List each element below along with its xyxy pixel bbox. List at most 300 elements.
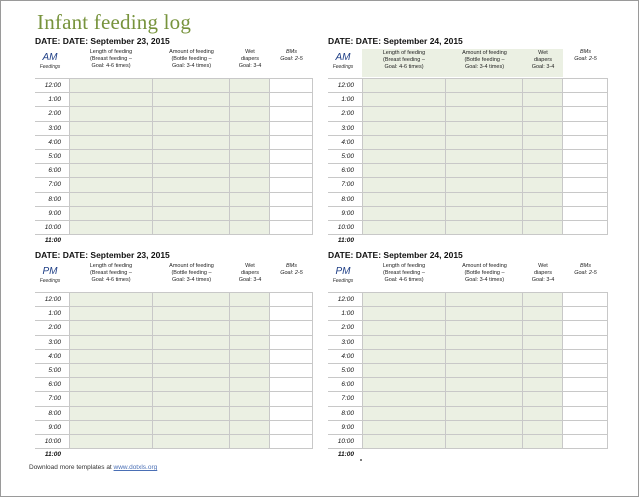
entry-cell-breast[interactable] [69,307,153,320]
column-header-line: diapers [240,56,260,62]
entry-cell-breast[interactable] [362,421,446,434]
time-grid [35,78,313,234]
entry-cell-bms[interactable] [270,122,313,135]
time-row [35,193,313,207]
entry-cell-bms[interactable] [563,122,608,135]
entry-cell-bms[interactable] [270,79,313,92]
log-panel-4 [328,250,608,465]
column-header-bms [270,263,313,277]
time-row [328,93,608,107]
entry-cell-bottle[interactable] [446,364,523,377]
time-row [35,293,313,307]
period-sub: Feedings [39,278,61,284]
entry-cell-wet[interactable] [523,93,563,106]
entry-cell-wet[interactable] [523,350,563,363]
entry-cell-breast[interactable] [362,207,446,220]
time-label: 6:00 [48,381,61,389]
column-header-line: Goal: 2-5 [574,270,597,276]
entry-cell-breast[interactable] [362,407,446,420]
entry-cell-wet[interactable] [230,207,270,220]
entry-cell-wet[interactable] [523,221,563,234]
period-label [328,266,358,285]
entry-cell-breast[interactable] [69,164,153,177]
entry-cell-bottle[interactable] [446,122,523,135]
entry-cell-breast[interactable] [69,122,153,135]
entry-cell-wet[interactable] [230,150,270,163]
time-label: 12:00 [44,296,61,303]
time-label: 10:00 [44,224,61,231]
entry-cell-breast[interactable] [69,392,153,405]
time-row [35,164,313,178]
column-header-line: Goal: 3-4 [531,64,555,70]
entry-cell-wet[interactable] [523,378,563,391]
time-label: 3:00 [48,124,61,132]
entry-cell-bottle[interactable] [446,307,523,320]
entry-cell-wet[interactable] [523,207,563,220]
column-header-line: Goal: 3-4 times) [464,277,505,283]
entry-cell-wet[interactable] [523,421,563,434]
time-row [35,435,313,449]
entry-cell-wet[interactable] [230,350,270,363]
entry-cell-wet[interactable] [523,392,563,405]
entry-cell-wet[interactable] [230,421,270,434]
entry-cell-bms[interactable] [563,392,608,405]
column-header-line: diapers [533,57,553,63]
entry-cell-bottle[interactable] [153,392,230,405]
column-header-line: Length of feeding [89,263,133,269]
column-header-wet [230,263,270,284]
time-grid [328,78,608,234]
time-label: 12:00 [337,296,354,303]
entry-cell-bottle[interactable] [446,221,523,234]
entry-cell-wet[interactable] [523,136,563,149]
entry-cell-bottle[interactable] [153,421,230,434]
time-label: 2:00 [341,324,354,332]
entry-cell-breast[interactable] [69,364,153,377]
column-header-line: Goal: 4-6 times) [384,64,424,70]
entry-cell-bottle[interactable] [446,350,523,363]
time-label-last: 11:00 [337,451,354,459]
column-header-line: diapers [240,270,260,276]
time-label: 2:00 [48,324,61,332]
time-row [35,150,313,164]
entry-cell-bms[interactable] [563,364,608,377]
entry-cell-bms[interactable] [270,336,313,349]
entry-cell-breast[interactable] [362,93,446,106]
entry-cell-bottle[interactable] [446,336,523,349]
column-header-line: Goal: 3-4 times) [464,64,505,70]
entry-cell-bottle[interactable] [153,207,230,220]
entry-cell-bottle[interactable] [153,164,230,177]
time-label: 6:00 [341,167,354,175]
entry-cell-bottle[interactable] [446,435,523,448]
entry-cell-bms[interactable] [563,107,608,120]
column-header-line: Amount of feeding [169,49,214,55]
time-row [35,378,313,392]
column-header-line: Length of feeding [382,263,426,269]
time-label-last: 11:00 [44,237,61,245]
column-header-line: Wet [245,263,255,269]
column-header-line: (Breast feeding – [90,270,132,276]
entry-cell-bms[interactable] [563,207,608,220]
entry-cell-wet[interactable] [523,79,563,92]
time-label: 3:00 [341,338,354,346]
time-label: 8:00 [48,409,61,417]
column-header-line: Goal: 3-4 times) [171,277,212,283]
entry-cell-bms[interactable] [270,307,313,320]
entry-cell-breast[interactable] [362,122,446,135]
entry-cell-breast[interactable] [362,307,446,320]
time-row [35,207,313,221]
time-label: 6:00 [341,381,354,389]
time-row [328,122,608,136]
column-header-wet [523,263,563,284]
entry-cell-breast[interactable] [362,193,446,206]
time-label: 1:00 [48,96,61,104]
entry-cell-wet[interactable] [523,150,563,163]
entry-cell-breast[interactable] [69,221,153,234]
time-label: 3:00 [48,338,61,346]
time-label: 12:00 [337,82,354,89]
entry-cell-bms[interactable] [270,164,313,177]
column-header-line: Wet [538,263,548,269]
time-label: 9:00 [341,423,354,431]
entry-cell-wet[interactable] [523,107,563,120]
time-label-last: 11:00 [44,451,61,459]
entry-cell-wet[interactable] [230,336,270,349]
entry-cell-wet[interactable] [523,178,563,191]
entry-cell-wet[interactable] [230,378,270,391]
entry-cell-wet[interactable] [230,122,270,135]
time-label: 7:00 [341,181,354,189]
entry-cell-breast[interactable] [362,392,446,405]
entry-cell-bottle[interactable] [153,107,230,120]
entry-cell-bottle[interactable] [446,93,523,106]
entry-cell-bms[interactable] [270,221,313,234]
entry-cell-wet[interactable] [523,364,563,377]
entry-cell-bms[interactable] [563,79,608,92]
entry-cell-bms[interactable] [563,421,608,434]
time-label: 12:00 [44,82,61,89]
time-row [35,93,313,107]
entry-cell-wet[interactable] [230,321,270,334]
column-header-line: Goal: 3-4 [238,63,262,69]
period-sub: Feedings [332,64,354,70]
time-grid [328,292,608,448]
entry-cell-bms[interactable] [270,193,313,206]
time-row [35,407,313,421]
entry-cell-breast[interactable] [362,336,446,349]
entry-cell-wet[interactable] [523,321,563,334]
entry-cell-breast[interactable] [69,193,153,206]
entry-cell-wet[interactable] [523,336,563,349]
log-panel-1 [35,36,313,251]
entry-cell-breast[interactable] [362,221,446,234]
entry-cell-breast[interactable] [69,107,153,120]
entry-cell-breast[interactable] [69,435,153,448]
entry-cell-wet[interactable] [523,122,563,135]
time-row [328,307,608,321]
time-label: 7:00 [48,395,61,403]
time-row [328,421,608,435]
entry-cell-bottle[interactable] [153,407,230,420]
entry-cell-bms[interactable] [563,321,608,334]
entry-cell-breast[interactable] [69,407,153,420]
column-header-line: (Bottle feeding – [171,56,212,62]
time-row [328,435,608,449]
time-row [35,321,313,335]
time-label: 7:00 [341,395,354,403]
entry-cell-bms[interactable] [563,221,608,234]
time-row [35,79,313,93]
entry-cell-breast[interactable] [69,79,153,92]
time-label: 4:00 [48,138,61,146]
entry-cell-bms[interactable] [563,93,608,106]
entry-cell-bms[interactable] [563,164,608,177]
footer [29,464,157,471]
entry-cell-wet[interactable] [230,136,270,149]
entry-cell-bottle[interactable] [153,193,230,206]
entry-cell-wet[interactable] [230,364,270,377]
entry-cell-bottle[interactable] [446,392,523,405]
column-header-breast [362,263,446,284]
entry-cell-bms[interactable] [270,392,313,405]
entry-cell-bms[interactable] [270,136,313,149]
entry-cell-wet[interactable] [230,93,270,106]
entry-cell-bottle[interactable] [153,350,230,363]
period-name: PM [335,266,351,277]
entry-cell-bms[interactable] [270,150,313,163]
time-label: 4:00 [341,352,354,360]
entry-cell-bms[interactable] [270,207,313,220]
entry-cell-breast[interactable] [69,93,153,106]
entry-cell-wet[interactable] [230,107,270,120]
entry-cell-bottle[interactable] [153,378,230,391]
entry-cell-bms[interactable] [563,178,608,191]
entry-cell-wet[interactable] [230,178,270,191]
entry-cell-breast[interactable] [362,164,446,177]
entry-cell-breast[interactable] [69,150,153,163]
entry-cell-bms[interactable] [563,150,608,163]
period-name: PM [42,266,58,277]
entry-cell-breast[interactable] [362,178,446,191]
time-label: 2:00 [48,110,61,118]
entry-cell-wet[interactable] [523,435,563,448]
time-label: 8:00 [341,195,354,203]
entry-cell-breast[interactable] [362,364,446,377]
entry-cell-bms[interactable] [270,421,313,434]
entry-cell-bottle[interactable] [446,193,523,206]
time-row [328,79,608,93]
entry-cell-bottle[interactable] [446,164,523,177]
entry-cell-breast[interactable] [362,79,446,92]
footer-text: Download more templates at [29,464,114,471]
time-row [35,364,313,378]
time-row [35,221,313,235]
time-label: 5:00 [48,153,61,160]
entry-cell-bottle[interactable] [446,293,523,306]
time-row [328,207,608,221]
entry-cell-bms[interactable] [270,178,313,191]
entry-cell-wet[interactable] [230,293,270,306]
column-header-line: Goal: 4-6 times) [384,277,424,283]
entry-cell-bms[interactable] [563,378,608,391]
entry-cell-bms[interactable] [270,364,313,377]
entry-cell-bms[interactable] [270,321,313,334]
entry-cell-wet[interactable] [523,164,563,177]
column-header-line: Wet [245,49,255,55]
entry-cell-bms[interactable] [270,293,313,306]
entry-cell-breast[interactable] [362,378,446,391]
entry-cell-wet[interactable] [230,435,270,448]
entry-cell-breast[interactable] [69,293,153,306]
entry-cell-bms[interactable] [270,407,313,420]
entry-cell-wet[interactable] [230,221,270,234]
period-name: AM [335,52,351,63]
entry-cell-bottle[interactable] [153,321,230,334]
entry-cell-bms[interactable] [270,350,313,363]
column-header-bottle [153,49,230,70]
period-label [35,52,65,71]
entry-cell-wet[interactable] [230,407,270,420]
time-label: 4:00 [48,352,61,360]
entry-cell-wet[interactable] [523,293,563,306]
entry-cell-bottle[interactable] [153,221,230,234]
entry-cell-bms[interactable] [563,407,608,420]
column-header-bottle [446,263,523,284]
column-header-line: Amount of feeding [462,263,507,269]
entry-cell-bottle[interactable] [153,178,230,191]
column-header-wet [523,49,563,77]
period-name: AM [42,52,58,63]
entry-cell-wet[interactable] [523,407,563,420]
column-header-breast [362,49,446,77]
entry-cell-wet[interactable] [230,392,270,405]
entry-cell-bottle[interactable] [153,136,230,149]
entry-cell-bms[interactable] [563,307,608,320]
column-header-line: Wet [538,50,548,56]
entry-cell-wet[interactable] [230,164,270,177]
entry-cell-bottle[interactable] [153,150,230,163]
column-header-line: Goal: 3-4 [238,277,262,283]
entry-cell-breast[interactable] [362,321,446,334]
entry-cell-bms[interactable] [563,136,608,149]
time-row [328,336,608,350]
entry-cell-bottle[interactable] [446,107,523,120]
stray-mark [360,459,362,461]
time-row [35,107,313,121]
entry-cell-breast[interactable] [69,350,153,363]
period-label [35,266,65,285]
entry-cell-bottle[interactable] [153,122,230,135]
entry-cell-bottle[interactable] [446,407,523,420]
entry-cell-bms[interactable] [563,350,608,363]
entry-cell-breast[interactable] [362,350,446,363]
column-header-line: (Bottle feeding – [171,270,212,276]
entry-cell-bottle[interactable] [446,321,523,334]
entry-cell-breast[interactable] [362,107,446,120]
time-row [328,407,608,421]
entry-cell-bms[interactable] [563,336,608,349]
time-row [328,178,608,192]
column-header-line: (Bottle feeding – [464,270,505,276]
period-label [328,52,358,71]
entry-cell-breast[interactable] [362,293,446,306]
entry-cell-bottle[interactable] [153,93,230,106]
time-label: 2:00 [341,110,354,118]
entry-cell-bms[interactable] [270,378,313,391]
entry-cell-bottle[interactable] [153,435,230,448]
entry-cell-bottle[interactable] [446,178,523,191]
column-header-line: Length of feeding [89,49,133,55]
entry-cell-bottle[interactable] [153,307,230,320]
time-label: 1:00 [48,310,61,318]
column-header-line: Goal: 2-5 [280,56,303,62]
page-title: Infant feeding log [37,10,192,34]
entry-cell-breast[interactable] [69,178,153,191]
entry-cell-bottle[interactable] [153,364,230,377]
entry-cell-bottle[interactable] [446,136,523,149]
time-row [328,321,608,335]
column-header-breast [69,49,153,70]
time-row [35,350,313,364]
entry-cell-wet[interactable] [523,307,563,320]
time-label: 10:00 [44,438,61,445]
entry-cell-breast[interactable] [362,150,446,163]
entry-cell-bottle[interactable] [153,336,230,349]
column-header-line: (Bottle feeding – [464,57,505,63]
time-row [328,392,608,406]
entry-cell-bottle[interactable] [446,79,523,92]
entry-cell-breast[interactable] [69,378,153,391]
footer-link[interactable]: www.dotxls.org [113,464,158,471]
entry-cell-bottle[interactable] [153,79,230,92]
entry-cell-wet[interactable] [230,193,270,206]
entry-cell-bottle[interactable] [446,421,523,434]
entry-cell-bottle[interactable] [446,207,523,220]
entry-cell-bms[interactable] [270,93,313,106]
entry-cell-breast[interactable] [69,207,153,220]
entry-cell-breast[interactable] [69,421,153,434]
entry-cell-bms[interactable] [270,107,313,120]
time-label: 9:00 [48,209,61,217]
entry-cell-breast[interactable] [362,136,446,149]
column-header-breast [69,263,153,284]
entry-cell-wet[interactable] [523,193,563,206]
column-header-line: Amount of feeding [169,263,214,269]
time-row [35,136,313,150]
entry-cell-bms[interactable] [563,293,608,306]
time-row [328,293,608,307]
entry-cell-bottle[interactable] [446,378,523,391]
entry-cell-bms[interactable] [270,435,313,448]
entry-cell-breast[interactable] [69,321,153,334]
time-row [35,392,313,406]
time-row [35,122,313,136]
column-header-wet [230,49,270,70]
entry-cell-bottle[interactable] [153,293,230,306]
entry-cell-wet[interactable] [230,307,270,320]
entry-cell-breast[interactable] [69,136,153,149]
column-header-line: Goal: 3-4 times) [171,63,212,69]
panel-date: DATE: DATE: September 23, 2015 [35,36,170,46]
entry-cell-bms[interactable] [563,435,608,448]
entry-cell-wet[interactable] [230,79,270,92]
entry-cell-bottle[interactable] [446,150,523,163]
entry-cell-breast[interactable] [69,336,153,349]
entry-cell-bms[interactable] [563,193,608,206]
entry-cell-breast[interactable] [362,435,446,448]
